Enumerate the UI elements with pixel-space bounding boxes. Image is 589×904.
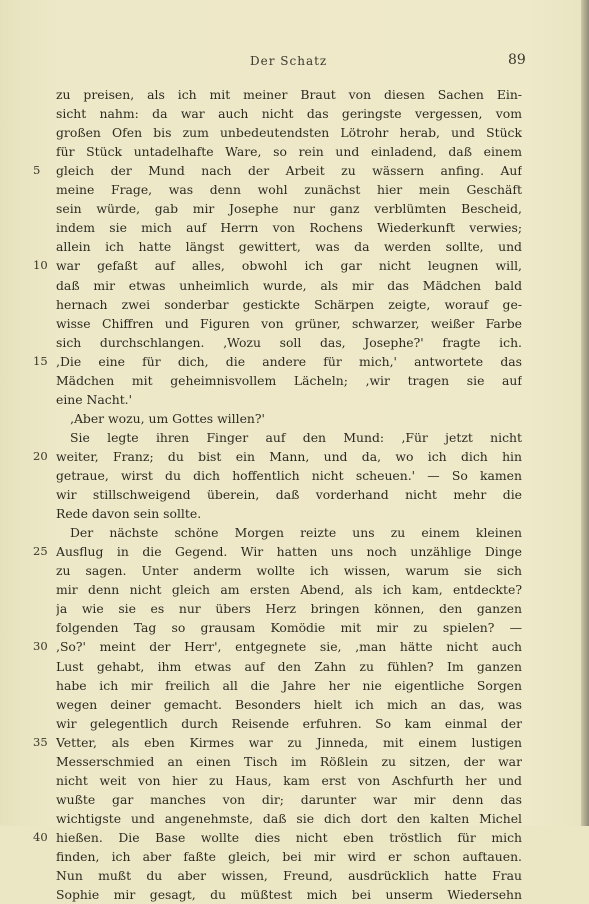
line-number: 35 bbox=[33, 734, 48, 749]
text-line: finden, ich aber faßte gleich, bei mir wird er schon auftauen. bbox=[56, 849, 522, 864]
text-line: wisse Chiffren und Figuren von grüner, schwarzer, weißer Farbe bbox=[56, 315, 522, 331]
text-line: nicht weit von hier zu Haus, kam erst von Aschfurth her und bbox=[56, 772, 522, 788]
text-line: Mädchen mit geheimnisvollem Lächeln; ‚wir tragen sie auf bbox=[56, 372, 522, 388]
text-line: habe ich mir freilich all die Jahre her nie eigentliche Sorgen bbox=[56, 677, 522, 693]
text-line: mir denn nicht gleich am ersten Abend, als ich kam, entdeckte? bbox=[56, 582, 522, 598]
line-number: 40 bbox=[33, 829, 48, 844]
text-line: meine Frage, was denn wohl zunächst hier mein Geschäft bbox=[56, 182, 522, 198]
text-line: indem sie mich auf Herrn von Rochens Wiederkunft verwies; bbox=[56, 220, 522, 236]
page-header bbox=[0, 54, 589, 74]
text-line: großen Ofen bis zum unbedeutendsten Lötrohr herab, und Stück bbox=[56, 125, 522, 141]
text-line: sich durchschlangen. ‚Wozu soll das, Josephe?' fragte ich. bbox=[56, 334, 522, 350]
line-number: 15 bbox=[33, 353, 48, 368]
text-line: hernach zwei sonderbar gestickte Schärpen zeigte, worauf ge- bbox=[56, 296, 522, 312]
text-line: ‚Die eine für dich, die andere für mich,' antwortete das bbox=[56, 353, 522, 369]
line-number: 20 bbox=[33, 448, 48, 463]
text-line: folgenden Tag so grausam Komödie mit mir zu spielen? — bbox=[56, 620, 522, 636]
text-line: für Stück untadelhafte Ware, so rein und einladend, daß einem bbox=[56, 144, 522, 160]
line-number: 5 bbox=[33, 163, 41, 178]
text-line: wußte gar manches von dir; darunter war mir denn das bbox=[56, 791, 522, 807]
text-line: wir gelegentlich durch Reisende erfuhren. So kam einmal der bbox=[56, 715, 522, 731]
text-line: gleich der Mund nach der Arbeit zu wässern anfing. Auf bbox=[56, 163, 522, 179]
text-line: Sophie mir gesagt, du müßtest mich bei unserm Wiedersehn bbox=[56, 887, 522, 903]
text-line: Lust gehabt, ihm etwas auf den Zahn zu fühlen? Im ganzen bbox=[56, 658, 522, 674]
text-line: ‚Aber wozu, um Gottes willen?' bbox=[70, 410, 265, 426]
text-line: allein ich hatte längst gewittert, was da werden sollte, und bbox=[56, 239, 522, 255]
text-line: Rede davon sein sollte. bbox=[56, 506, 202, 522]
text-line: getraue, wirst du dich hoffentlich nicht scheuen.' — So kamen bbox=[56, 468, 522, 483]
text-line: sein würde, gab mir Josephe nur ganz verblümten Bescheid, bbox=[56, 201, 522, 217]
text-line: weiter, Franz; du bist ein Mann, und da, wo ich dich hin bbox=[56, 448, 522, 464]
text-line: zu sagen. Unter anderm wollte ich wissen, warum sie sich bbox=[56, 563, 522, 579]
text-line: wichtigste und angenehmste, daß sie dich dort den kalten Michel bbox=[56, 810, 522, 826]
text-line: Sie legte ihren Finger auf den Mund: ‚Für jetzt nicht bbox=[70, 429, 522, 445]
text-line: eine Nacht.' bbox=[56, 391, 133, 407]
text-line: Vetter, als eben Kirmes war zu Jinneda, mit einem lustigen bbox=[56, 734, 522, 750]
text-line: zu preisen, als ich mit meiner Braut von diesen Sachen Ein- bbox=[56, 87, 522, 102]
text-line: war gefaßt auf alles, obwohl ich gar nicht leugnen will, bbox=[56, 258, 522, 274]
line-number: 10 bbox=[33, 258, 48, 273]
text-line: daß mir etwas unheimlich wurde, als mir das Mädchen bald bbox=[56, 277, 522, 293]
line-number: 25 bbox=[33, 544, 48, 559]
text-line: Ausflug in die Gegend. Wir hatten uns noch unzählige Dinge bbox=[56, 544, 522, 560]
text-line: ‚So?' meint der Herr', entgegnete sie, ‚man hätte nicht auch bbox=[56, 639, 522, 655]
text-line: hießen. Die Base wollte dies nicht eben tröstlich für mich bbox=[56, 829, 522, 845]
text-line: Messerschmied an einen Tisch im Rößlein zu sitzen, der war bbox=[56, 753, 522, 769]
text-line: Nun mußt du aber wissen, Freund, ausdrücklich hatte Frau bbox=[56, 868, 522, 884]
text-line: Der nächste schöne Morgen reizte uns zu einem kleinen bbox=[70, 525, 522, 541]
text-line: ja wie sie es nur übers Herz bringen können, den ganzen bbox=[56, 601, 522, 617]
page-number: 89 bbox=[508, 52, 526, 68]
page-edge-shadow bbox=[581, 0, 589, 826]
running-title: Der Schatz bbox=[250, 54, 328, 68]
text-line: wir stillschweigend überein, daß vorderhand nicht mehr die bbox=[56, 487, 522, 503]
text-line: sicht nahm: da war auch nicht das geringste vergessen, vom bbox=[56, 106, 522, 122]
line-number: 30 bbox=[33, 639, 48, 654]
text-line: wegen deiner gemacht. Besonders hielt ich mich an das, was bbox=[56, 696, 522, 712]
